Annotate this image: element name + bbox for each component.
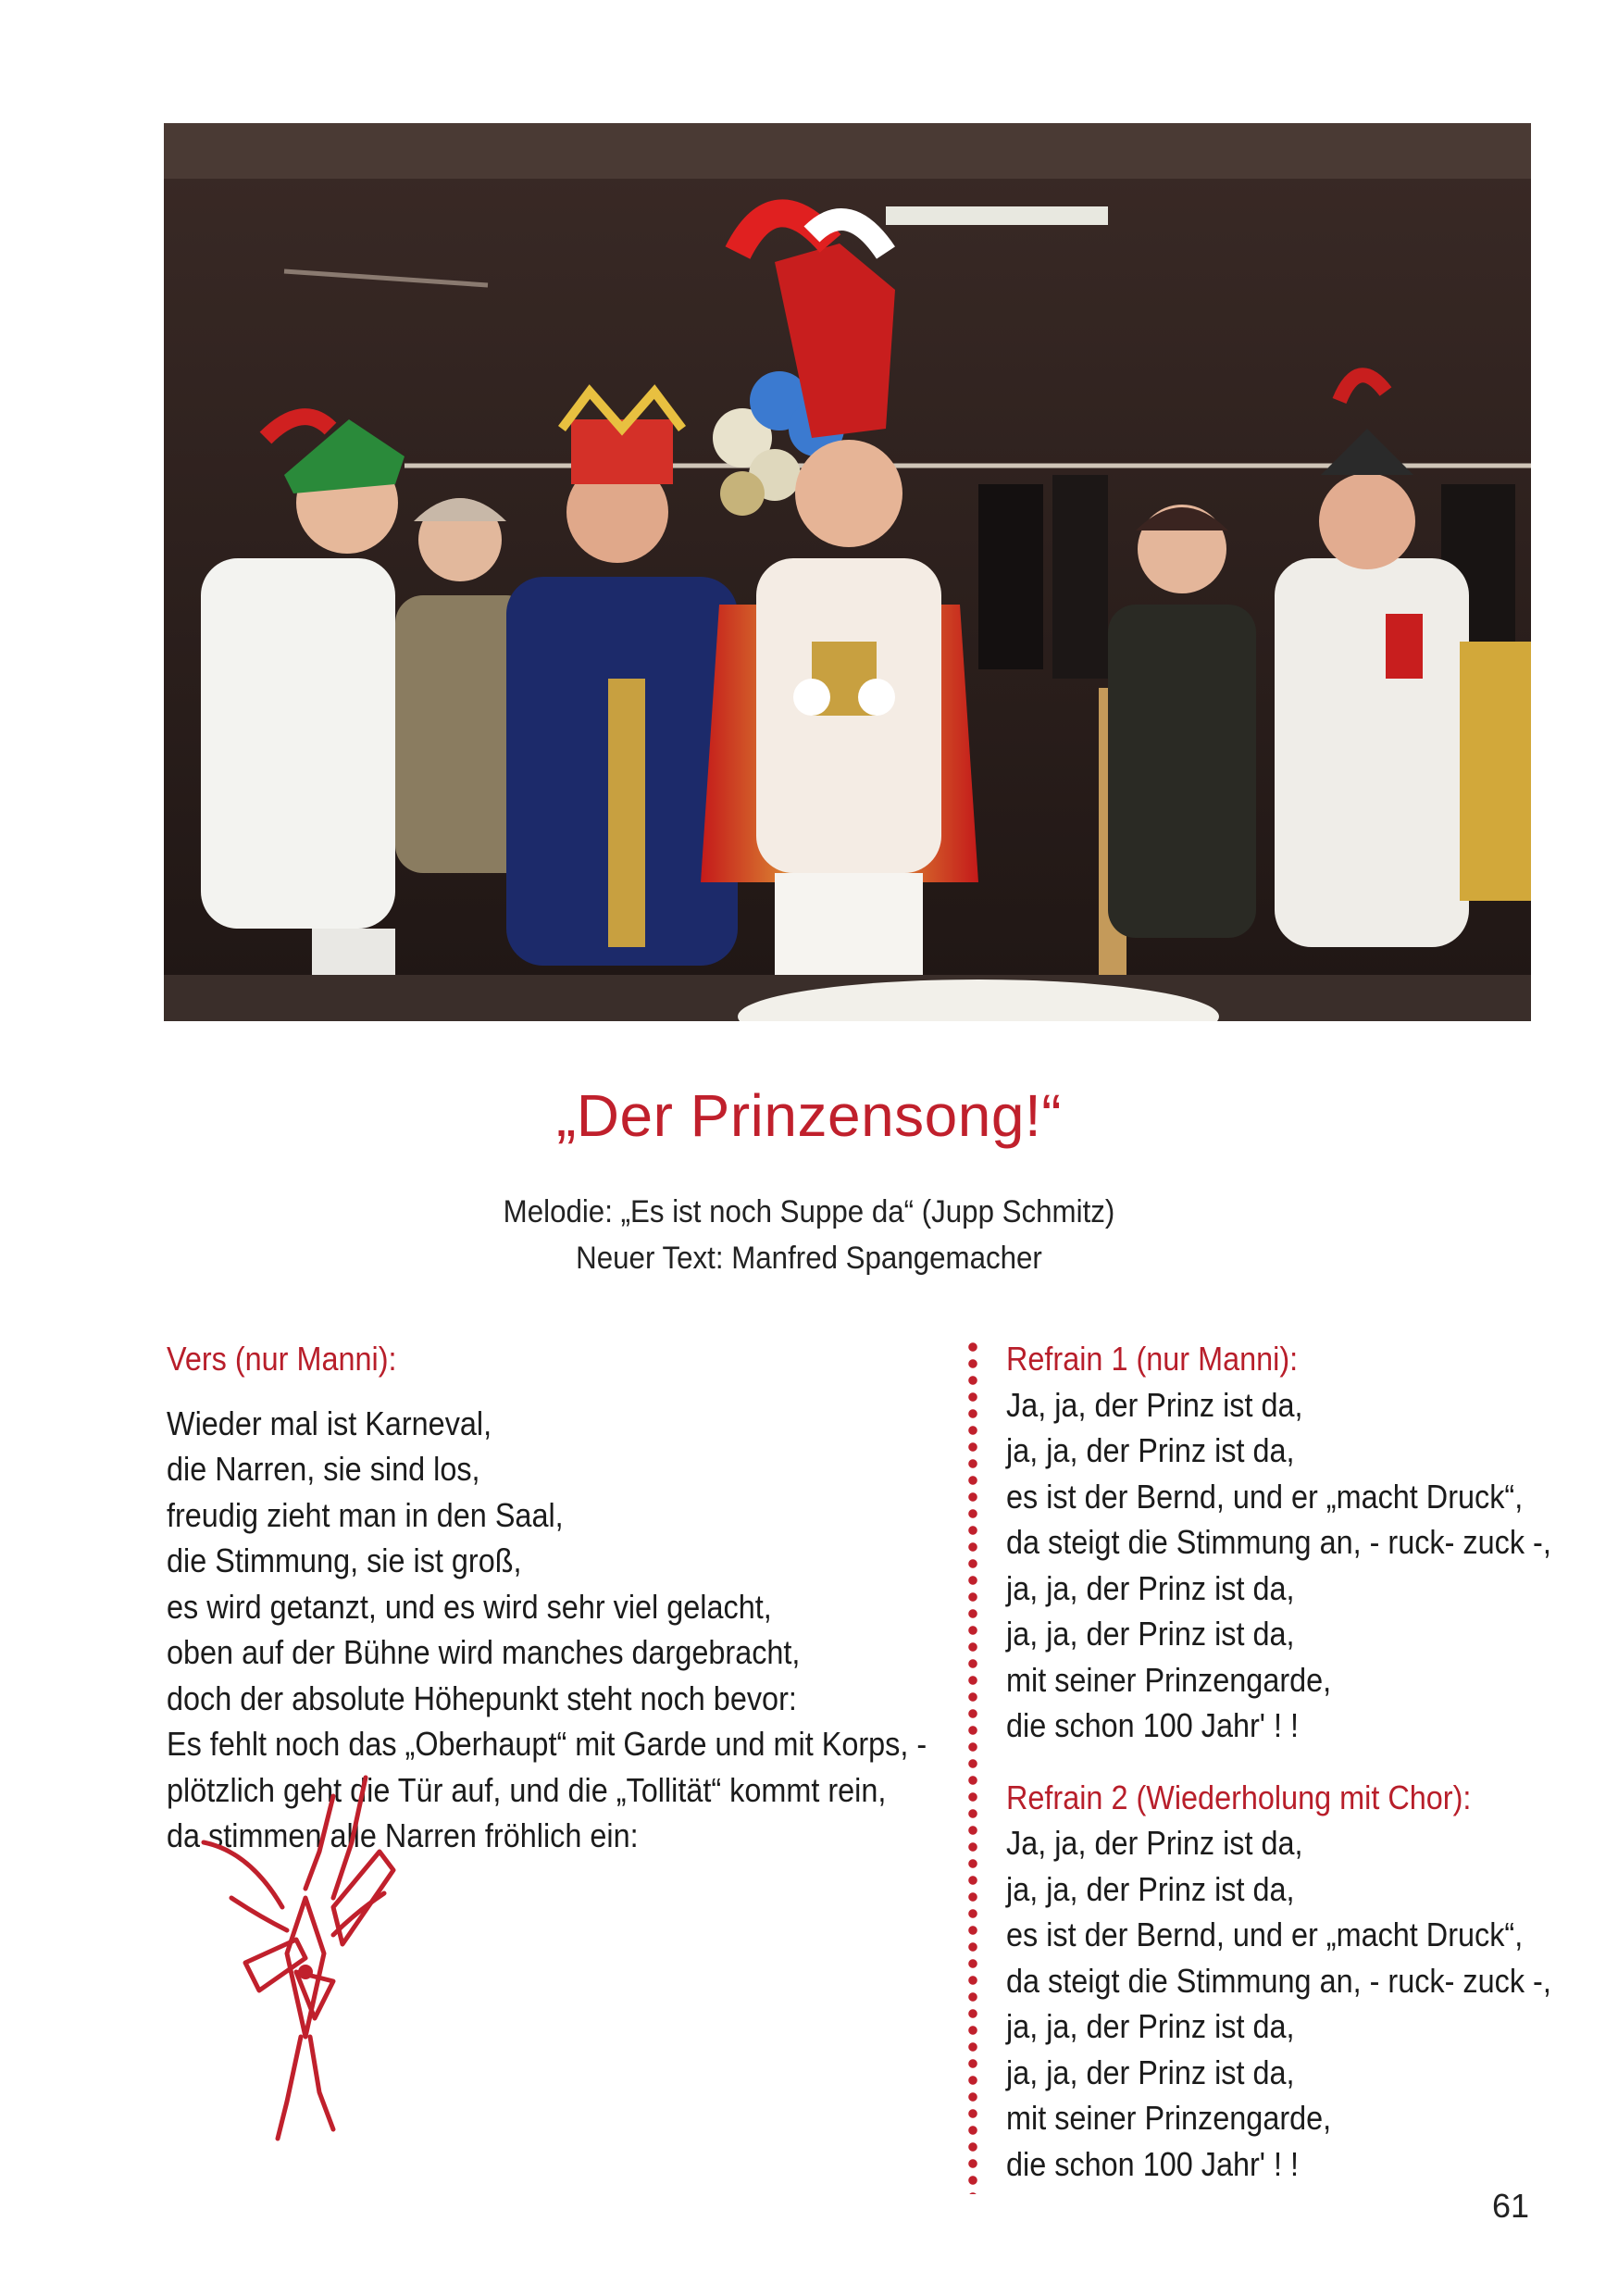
- refrain-line: es ist der Bernd, und er „macht Druck“,: [1006, 1915, 1524, 1953]
- refrain-line: es ist der Bernd, und er „macht Druck“,: [1006, 1477, 1524, 1516]
- refrain-line: ja, ja, der Prinz ist da,: [1006, 1615, 1295, 1653]
- verse-line: doch der absolute Höhepunkt steht noch bevor:: [167, 1678, 797, 1717]
- verse-line: plötzlich geht die Tür auf, und die „Tollität“ kommt rein,: [167, 1770, 887, 1809]
- refrain-line: ja, ja, der Prinz ist da,: [1006, 1869, 1295, 1908]
- melody-credit: Melodie: „Es ist noch Suppe da“ (Jupp Schmitz): [503, 1194, 1115, 1229]
- verse-line: die Narren, sie sind los,: [167, 1450, 480, 1488]
- dotted-divider: [968, 1342, 981, 2194]
- verse-line: Wieder mal ist Karneval,: [167, 1404, 492, 1442]
- verse-heading: Vers (nur Manni):: [167, 1340, 397, 1378]
- refrain-line: da steigt die Stimmung an, - ruck- zuck -,: [1006, 1523, 1551, 1561]
- refrain-line: ja, ja, der Prinz ist da,: [1006, 1431, 1295, 1469]
- verse-line: oben auf der Bühne wird manches dargebracht,: [167, 1633, 801, 1671]
- verse-line: freudig zieht man in den Saal,: [167, 1495, 564, 1534]
- refrain-line: ja, ja, der Prinz ist da,: [1006, 2053, 1295, 2091]
- refrain-line: da steigt die Stimmung an, - ruck- zuck -,: [1006, 1961, 1551, 2000]
- verse-line: da stimmen alle Narren fröhlich ein:: [167, 1816, 639, 1854]
- refrain-2-heading: Refrain 2 (Wiederholung mit Chor):: [1006, 1778, 1472, 1816]
- refrain-line: Ja, ja, der Prinz ist da,: [1006, 1824, 1303, 1862]
- refrain-line: die schon 100 Jahr' ! !: [1006, 2144, 1299, 2183]
- refrain-line: ja, ja, der Prinz ist da,: [1006, 1568, 1295, 1607]
- refrain-line: die schon 100 Jahr' ! !: [1006, 1706, 1299, 1744]
- refrain-2: [1006, 1775, 1551, 2188]
- insect-emblem-icon: [194, 1741, 407, 2148]
- refrain-1-heading: Refrain 1 (nur Manni):: [1006, 1340, 1299, 1378]
- page-number: 61: [1491, 2187, 1529, 2225]
- verse-line: die Stimmung, sie ist groß,: [167, 1541, 522, 1579]
- refrain-1: [1006, 1336, 1551, 1749]
- refrain-line: mit seiner Prinzengarde,: [1006, 2099, 1332, 2137]
- verse-line: Es fehlt noch das „Oberhaupt“ mit Garde und mit Korps, -: [167, 1725, 927, 1763]
- refrain-line: Ja, ja, der Prinz ist da,: [1006, 1385, 1303, 1424]
- verse-line: es wird getanzt, und es wird sehr viel gelacht,: [167, 1587, 772, 1626]
- refrain-section: [1006, 1336, 1551, 2187]
- refrain-line: ja, ja, der Prinz ist da,: [1006, 2007, 1295, 2045]
- refrain-line: mit seiner Prinzengarde,: [1006, 1660, 1332, 1699]
- carnival-photo-graphic: [164, 123, 1531, 1021]
- song-title: „Der Prinzensong!“: [555, 1082, 1063, 1149]
- carnival-photo: [164, 123, 1531, 1021]
- lyrics-credit: Neuer Text: Manfred Spangemacher: [576, 1241, 1042, 1276]
